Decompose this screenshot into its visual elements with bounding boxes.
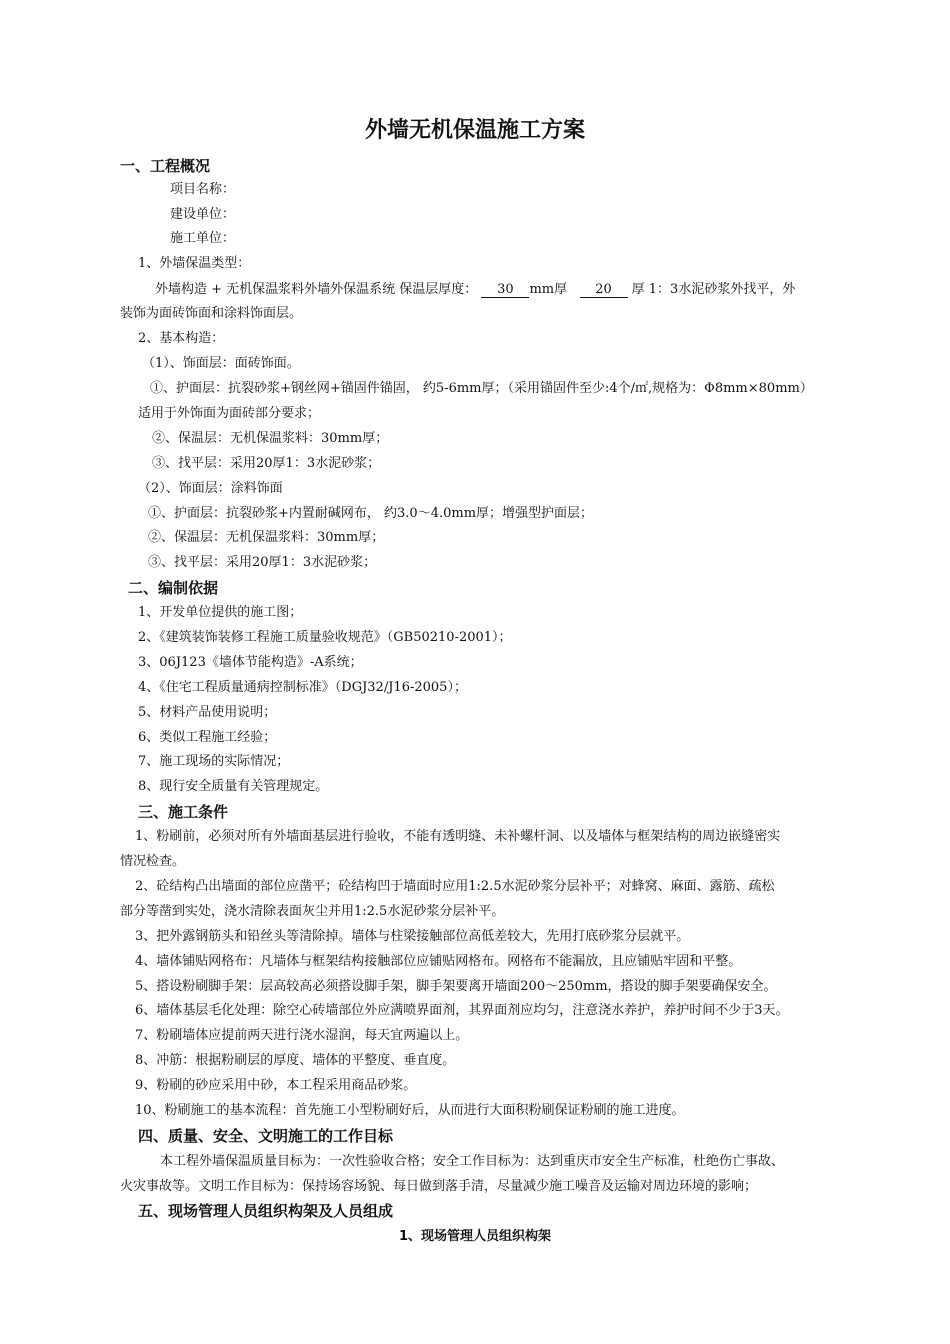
insulation-type-heading: 1、外墙保温类型：: [138, 256, 251, 271]
section-3-heading: 三、施工条件: [138, 803, 229, 821]
condition-item-10: 10、粉刷施工的基本流程：首先施工小型粉刷好后，从而进行大面积粉刷保证粉刷的施工进度。: [135, 1103, 685, 1118]
basis-item: 7、施工现场的实际情况；: [138, 754, 290, 769]
finish-layer-paint: （2）、饰面层：涂料饰面: [138, 481, 283, 496]
insulation-type-line: [155, 281, 795, 299]
condition-item-4: 4、墙体铺贴网格布：凡墙体与框架结构接触部位应铺贴网格布。网格布不能漏放，且应铺贴牢固和平整。: [135, 954, 742, 969]
section-5-heading: 五、现场管理人员组织构架及人员组成: [138, 1202, 394, 1220]
basis-item: 3、06J123《墙体节能构造》-A系统；: [138, 655, 363, 670]
insulation-type-text-b: mm厚: [529, 282, 568, 297]
condition-item-5: 5、搭设粉刷脚手架：层高较高必须搭设脚手架，脚手架要离开墙面200～250mm，搭设的脚手架要确保安全。: [135, 979, 777, 994]
protective-layer-paint: ①、护面层：抗裂砂浆+内置耐碱网布， 约3.0～4.0mm厚；增强型护面层；: [148, 506, 594, 521]
leveling-layer-tile: ③、找平层：采用20厚1：3水泥砂浆；: [152, 456, 381, 471]
condition-item-2-cont: 部分等凿到实处，浇水清除表面灰尘并用1:2.5水泥砂浆分层补平。: [120, 904, 505, 919]
section-2-heading: 二、编制依据: [128, 579, 219, 597]
section-1-heading: 一、工程概况: [120, 157, 211, 175]
insulation-type-text-c: 厚 1：3水泥砂浆外找平，外: [631, 282, 796, 297]
insulation-layer-tile: ②、保温层：无机保温浆料：30mm厚；: [152, 431, 389, 446]
project-name-label: 项目名称：: [170, 182, 236, 197]
protective-layer-tile: ①、护面层：抗裂砂浆+钢丝网+锚固件锚固， 约5-6mm厚；（采用锚固件至少:4个/㎡,规格为：Φ8mm×80mm）: [150, 381, 813, 396]
condition-item-1-cont: 情况检查。: [120, 854, 186, 869]
condition-item-2: 2、砼结构凸出墙面的部位应凿平；砼结构凹于墙面时应用1:2.5水泥砂浆分层补平；对蜂窝、麻面、露筋、疏松: [135, 879, 775, 894]
condition-item-3: 3、把外露钢筋头和铅丝头等清除掉。墙体与柱梁接触部位高低差较大，先用打底砂浆分层就平。: [135, 929, 690, 944]
basic-structure-heading: 2、基本构造：: [138, 331, 225, 346]
builder-label: 建设单位：: [170, 207, 236, 222]
insulation-type-text-a: 外墙构造 + 无机保温浆料外墙外保温系统 保温层厚度：: [155, 282, 478, 297]
insulation-type-line-2: 装饰为面砖饰面和涂料饰面层。: [120, 306, 303, 321]
condition-item-9: 9、粉刷的砂应采用中砂，本工程采用商品砂浆。: [135, 1078, 417, 1093]
plaster-thickness-value: 20: [580, 283, 628, 298]
section-4-heading: 四、质量、安全、文明施工的工作目标: [138, 1127, 394, 1145]
document-title: 外墙无机保温施工方案: [364, 118, 585, 143]
condition-item-8: 8、冲筋：根据粉刷层的厚度、墙体的平整度、垂直度。: [135, 1053, 456, 1068]
leveling-layer-paint: ③、找平层：采用20厚1：3水泥砂浆；: [148, 555, 377, 570]
basis-item: 6、类似工程施工经验；: [138, 730, 277, 745]
basis-item: 1、开发单位提供的施工图；: [138, 605, 303, 620]
basis-item: 2、《建筑装饰装修工程施工质量验收规范》（GB50210-2001）；: [138, 630, 512, 645]
insulation-layer-paint: ②、保温层：无机保温浆料：30mm厚；: [148, 530, 385, 545]
basis-item: 4、《住宅工程质量通病控制标准》（DGJ32/J16-2005）；: [138, 680, 467, 695]
finish-layer-tile: （1）、饰面层：面砖饰面。: [142, 356, 300, 371]
condition-item-1: 1、粉刷前，必须对所有外墙面基层进行验收，不能有透明缝、未补螺杆洞、以及墙体与框架结构的周边嵌缝密实: [135, 829, 781, 844]
basis-item: 8、现行安全质量有关管理规定。: [138, 779, 329, 794]
goals-paragraph-line-2: 火灾事故等。文明工作目标为：保持场容场貌、每日做到落手清，尽量减少施工噪音及运输对周边环境的影响；: [120, 1179, 758, 1194]
org-chart-subheading: 1、现场管理人员组织构架: [398, 1229, 552, 1244]
basis-item: 5、材料产品使用说明；: [138, 705, 277, 720]
goals-paragraph-line-1: 本工程外墙保温质量目标为：一次性验收合格；安全工作目标为：达到重庆市安全生产标准，杜绝伤亡事故、: [160, 1154, 785, 1169]
insulation-thickness-value: 30: [481, 283, 529, 298]
protective-layer-tile-note: 适用于外饰面为面砖部分要求；: [138, 406, 321, 421]
constructor-label: 施工单位：: [170, 231, 236, 246]
condition-item-6: 6、墙体基层毛化处理：除空心砖墙部位外应满喷界面剂，其界面剂应均匀，注意浇水养护，养护时间不少于3天。: [135, 1003, 789, 1018]
condition-item-7: 7、粉刷墙体应提前两天进行浇水湿润，每天宜两遍以上。: [135, 1028, 469, 1043]
